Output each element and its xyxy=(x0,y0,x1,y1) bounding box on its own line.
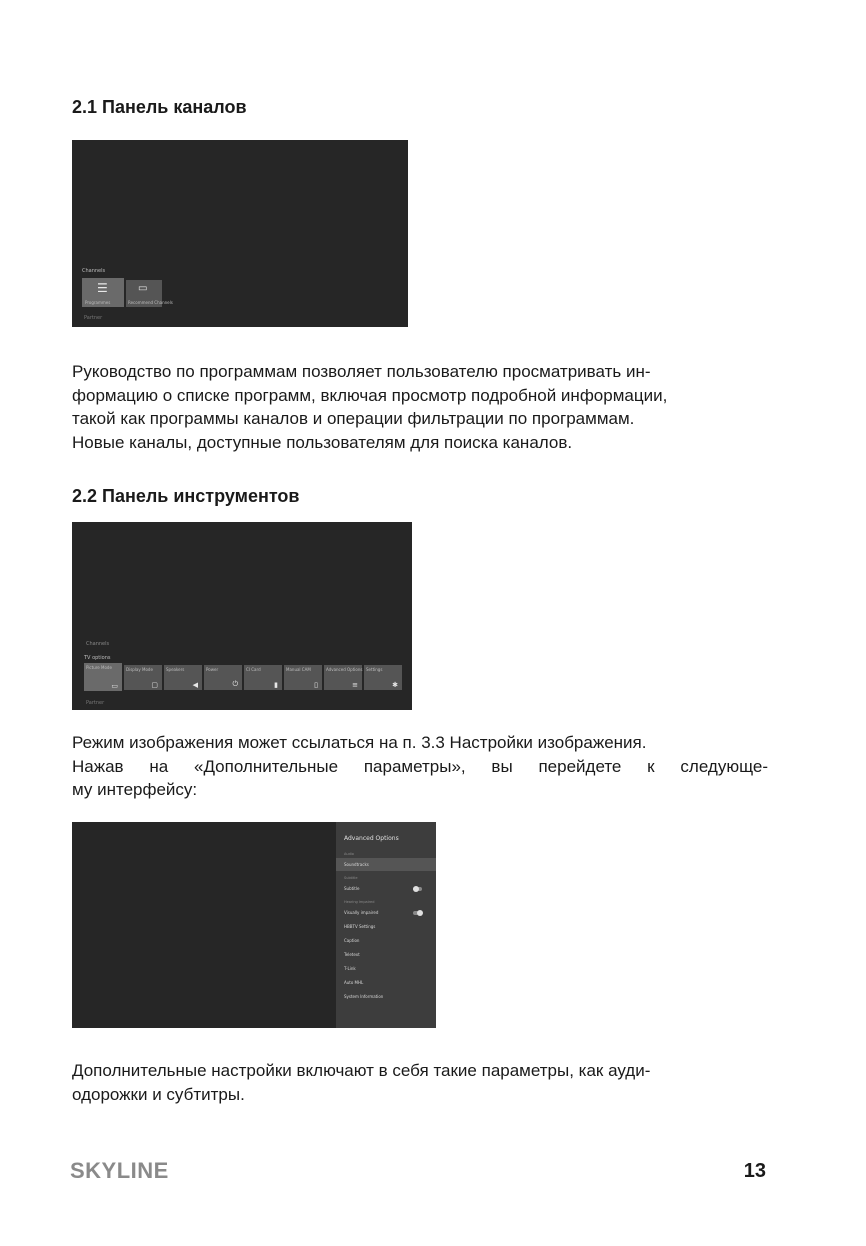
sliders-icon: ≡ xyxy=(352,681,358,689)
recommend-channels-tile xyxy=(126,280,173,307)
brand-logo: SKYLINE xyxy=(70,1158,169,1183)
channels-row-title: Channels xyxy=(82,268,106,274)
advanced-options-item-label: Subtitle xyxy=(344,876,358,880)
paragraph-line: му интерфейсу: xyxy=(72,780,198,799)
tv-option-tile xyxy=(324,665,362,690)
tv-option-label: Advanced Options xyxy=(326,667,363,672)
advanced-options-item xyxy=(336,882,436,895)
channels-panel-screenshot xyxy=(72,140,408,327)
advanced-options-item xyxy=(336,906,436,919)
monitor-icon: ▭ xyxy=(111,682,118,690)
tv-option-tile xyxy=(204,665,242,690)
advanced-options-item-label: Subtitle xyxy=(344,886,360,891)
speaker-icon: ◀ xyxy=(192,681,198,689)
advanced-options-item xyxy=(336,948,436,961)
recommend-channels-tile-label: Recommend Channels xyxy=(128,300,173,305)
advanced-options-item-label: Hearing Impaired xyxy=(344,900,375,904)
tv-options-row-title: TV options xyxy=(84,655,111,661)
paragraph-line: Нажав на «Дополнительные параметры», вы перейдете к следующе- xyxy=(72,756,768,776)
tv-option-tile xyxy=(284,665,322,690)
tv-option-tile xyxy=(244,665,282,690)
advanced-options-item xyxy=(336,962,436,975)
card-icon: ▮ xyxy=(274,681,278,689)
advanced-options-item-label: Soundtracks xyxy=(344,862,369,867)
tv-option-tile xyxy=(124,665,162,690)
tv-icon: ▭ xyxy=(138,283,148,294)
paragraph-line: Руководство по программам позволяет пользователю просматривать ин- xyxy=(72,362,651,381)
advanced-options-item xyxy=(336,934,436,947)
book-icon: ▯ xyxy=(314,681,318,689)
paragraph-line: формацию о списке программ, включая просмотр подробной информации, xyxy=(72,385,668,405)
advanced-options-item-label: Teletext xyxy=(344,952,360,957)
gear-icon: ✱ xyxy=(392,681,398,689)
section-heading-channels-panel: 2.1 Панель каналов xyxy=(72,97,247,117)
screen-icon: ▢ xyxy=(151,681,158,689)
channels-row-title: Channels xyxy=(86,641,110,647)
paragraph-line: Режим изображения может ссылаться на п. 3.3 Настройки изображения. xyxy=(72,733,647,752)
tools-panel-screenshot xyxy=(72,522,412,710)
paragraph-line: Дополнительные настройки включают в себя такие параметры, как ауди- xyxy=(72,1061,651,1080)
tv-option-label: CI Card xyxy=(246,667,261,672)
page-number: 13 xyxy=(743,1160,766,1182)
advanced-options-screenshot xyxy=(72,822,436,1028)
toggle-switch xyxy=(413,911,422,915)
advanced-options-item-label: HBBTV Settings xyxy=(344,924,376,929)
tv-option-label: Power xyxy=(206,667,219,672)
advanced-options-item-label: System Information xyxy=(344,994,384,999)
advanced-options-panel xyxy=(336,822,436,1028)
partner-row-title: Partner xyxy=(84,315,103,321)
tv-option-label: Display Mode xyxy=(126,667,153,672)
partner-row-title: Partner xyxy=(86,700,105,706)
advanced-options-item-label: Audio xyxy=(344,852,354,856)
tv-option-tile xyxy=(84,663,122,691)
programmes-tile xyxy=(82,278,124,307)
advanced-options-description xyxy=(72,1059,772,1106)
tv-option-tile xyxy=(164,665,202,690)
advanced-options-item-label: T-Link xyxy=(344,966,356,971)
advanced-options-title: Advanced Options xyxy=(344,835,399,842)
advanced-options-item xyxy=(336,920,436,933)
paragraph-line: такой как программы каналов и операции фильтрации по программам. xyxy=(72,409,635,428)
advanced-options-item xyxy=(336,858,436,871)
tools-panel-description xyxy=(72,731,772,802)
tv-option-label: Settings xyxy=(366,667,383,672)
tv-option-tile xyxy=(364,665,402,690)
section-heading-tools-panel: 2.2 Панель инструментов xyxy=(72,486,300,506)
paragraph-line: одорожки и субтитры. xyxy=(72,1084,245,1104)
list-icon: ☰ xyxy=(97,281,108,295)
advanced-options-item-label: Visually impaired xyxy=(344,910,379,915)
advanced-options-item-label: Auto MHL xyxy=(344,980,364,985)
advanced-options-item-label: Caption xyxy=(344,938,360,943)
power-icon: ⏻ xyxy=(232,680,238,688)
channels-panel-description xyxy=(72,360,772,454)
programmes-tile-label: Programmes xyxy=(85,300,111,305)
tv-option-label: Speakers xyxy=(166,667,185,672)
tv-option-label: Manual CAM xyxy=(286,667,311,672)
paragraph-line: Новые каналы, доступные пользователям для поиска каналов. xyxy=(72,432,573,452)
advanced-options-item xyxy=(336,976,436,989)
advanced-options-item xyxy=(336,990,436,1003)
tv-option-label: Picture Mode xyxy=(86,665,112,670)
toggle-switch xyxy=(413,887,422,891)
